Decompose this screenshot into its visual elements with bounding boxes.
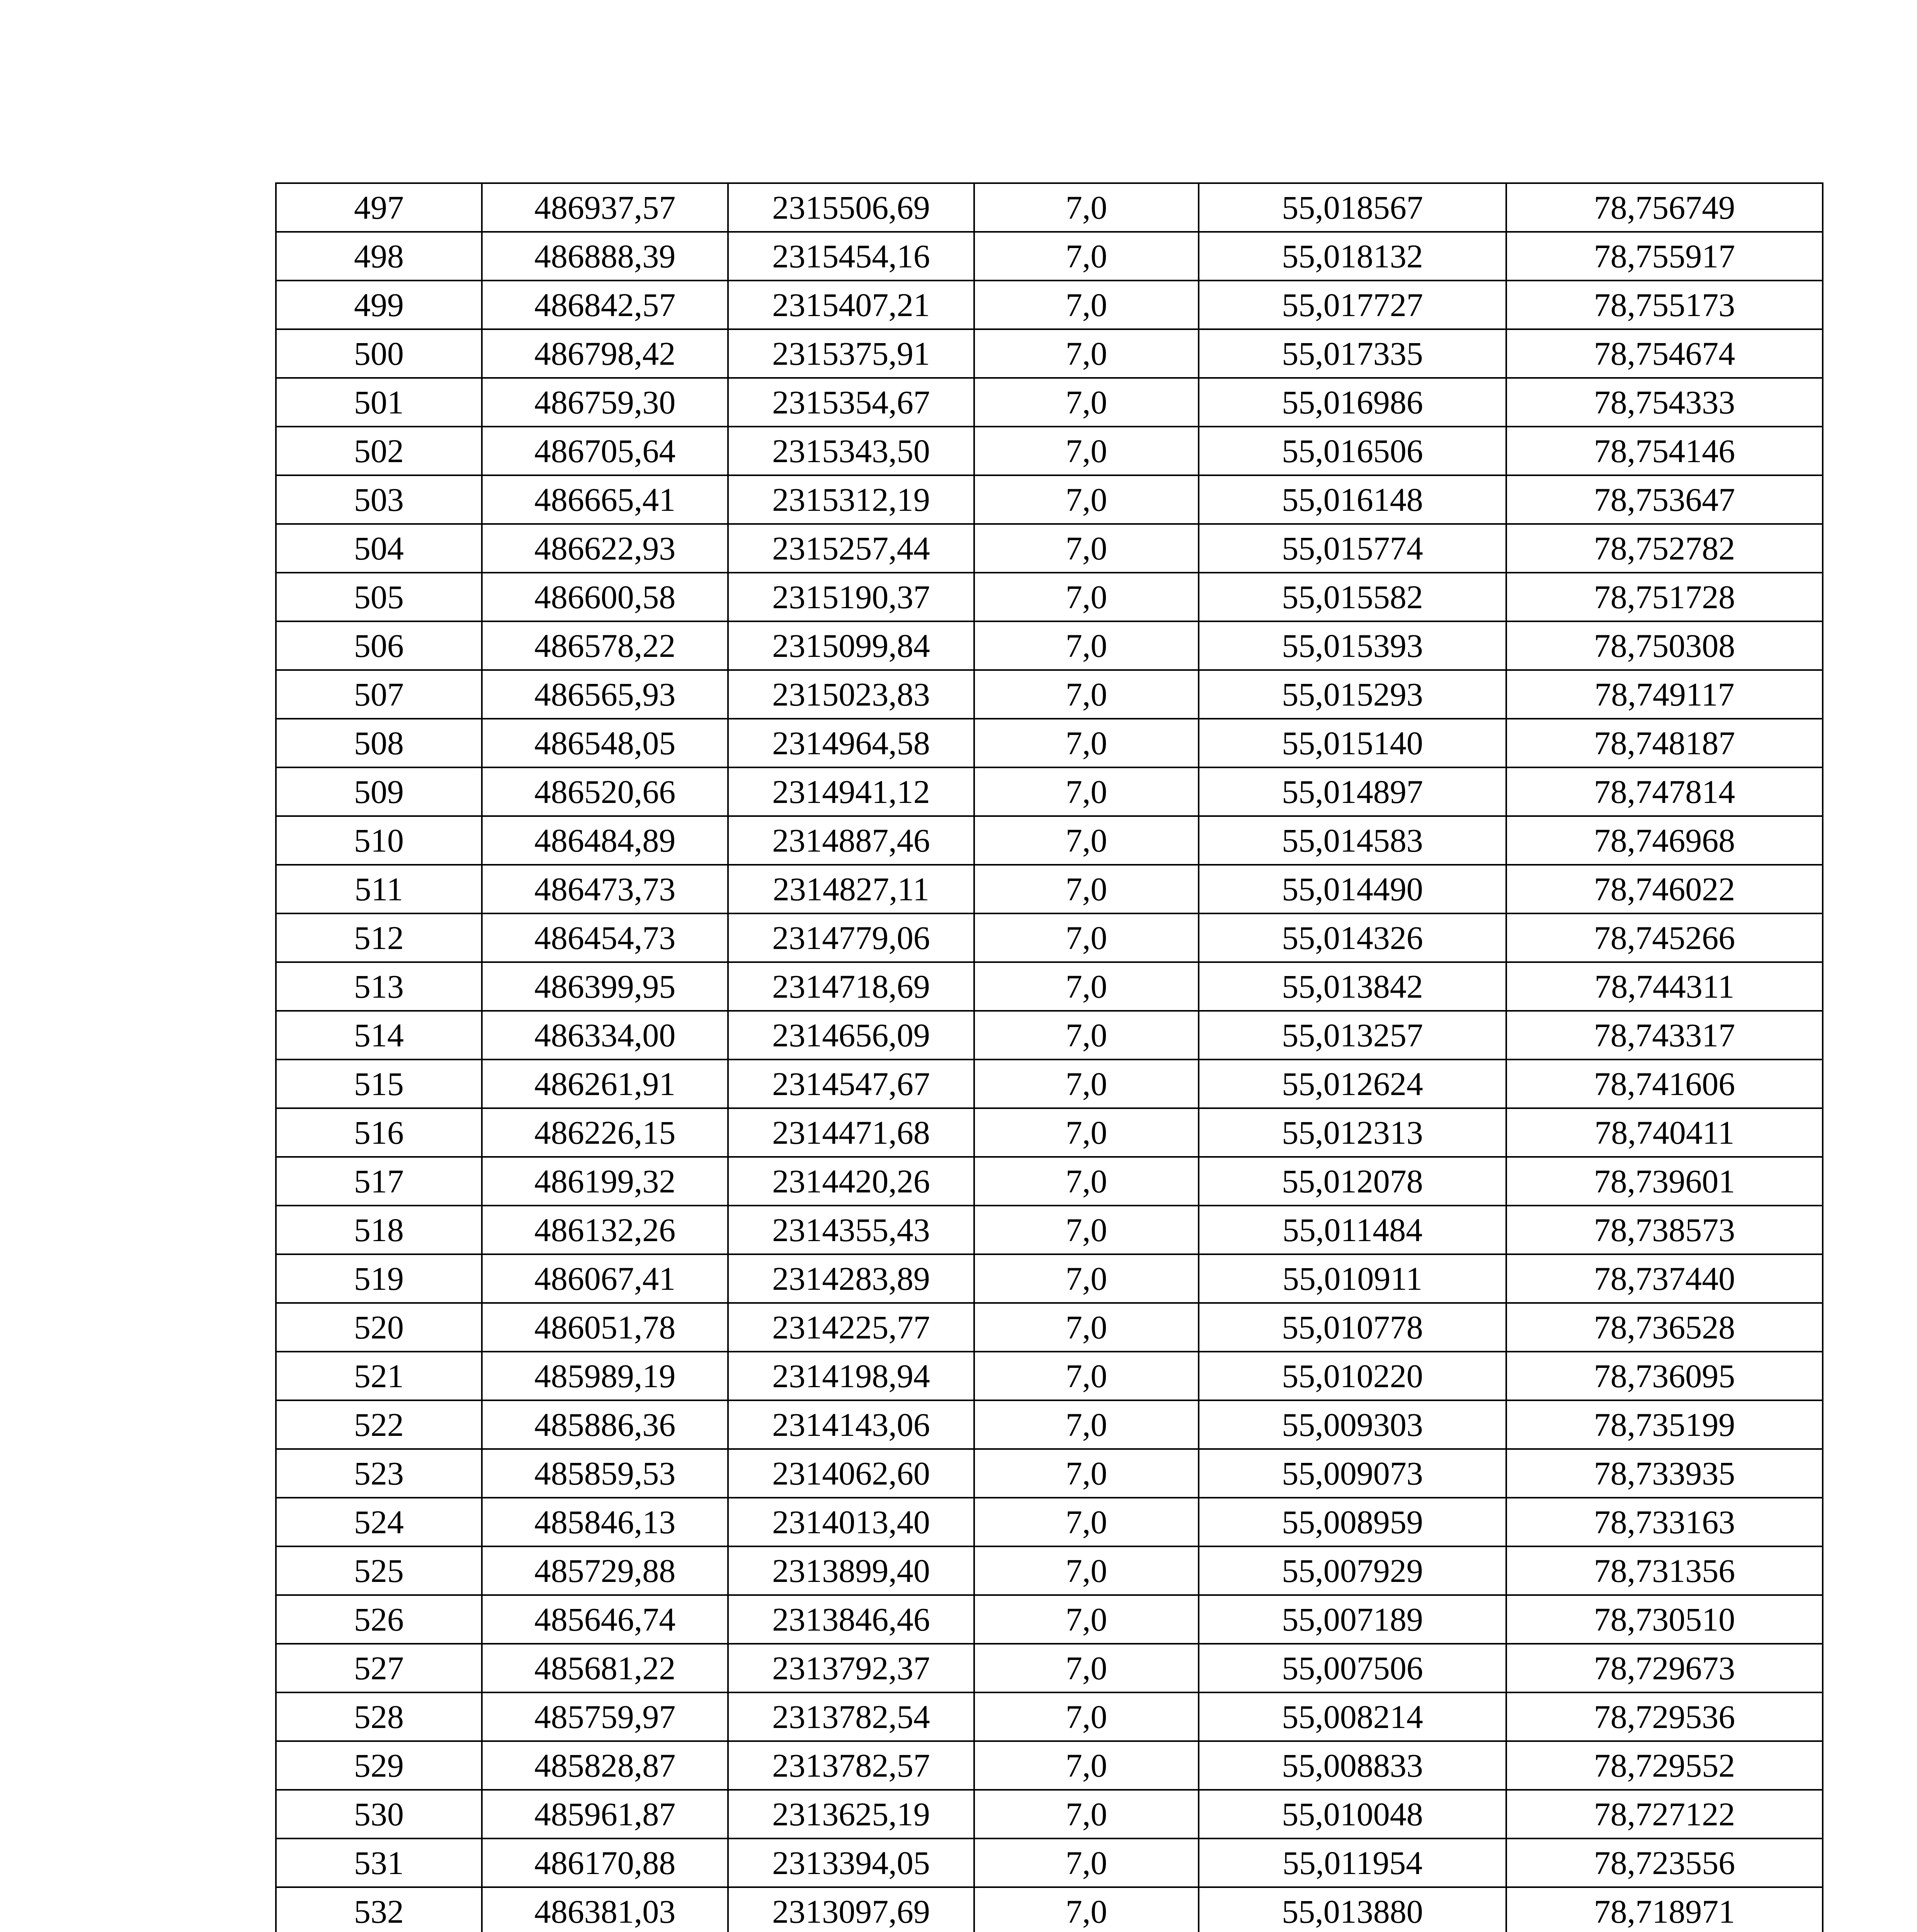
y-coordinate-cell: 2313782,57: [728, 1741, 974, 1790]
x-coordinate-cell: 486334,00: [482, 1011, 728, 1060]
point-number-cell: 502: [276, 427, 482, 475]
point-number-cell: 516: [276, 1108, 482, 1157]
point-number-cell: 513: [276, 962, 482, 1011]
table-row: [276, 1011, 1823, 1060]
longitude-cell: 78,729673: [1506, 1644, 1823, 1692]
accuracy-cell: 7,0: [974, 1692, 1199, 1741]
point-number-cell: 531: [276, 1838, 482, 1887]
x-coordinate-cell: 486759,30: [482, 378, 728, 427]
x-coordinate-cell: 486798,42: [482, 329, 728, 378]
table-row: [276, 427, 1823, 475]
y-coordinate-cell: 2313782,54: [728, 1692, 974, 1741]
latitude-cell: 55,007929: [1199, 1546, 1506, 1595]
coordinates-table-body: [276, 183, 1823, 1932]
latitude-cell: 55,012078: [1199, 1157, 1506, 1206]
x-coordinate-cell: 486622,93: [482, 524, 728, 573]
longitude-cell: 78,751728: [1506, 573, 1823, 621]
point-number-cell: 509: [276, 767, 482, 816]
point-number-cell: 506: [276, 621, 482, 670]
x-coordinate-cell: 486051,78: [482, 1303, 728, 1352]
longitude-cell: 78,754674: [1506, 329, 1823, 378]
longitude-cell: 78,746022: [1506, 865, 1823, 913]
table-row: [276, 232, 1823, 281]
x-coordinate-cell: 485846,13: [482, 1498, 728, 1546]
y-coordinate-cell: 2314964,58: [728, 719, 974, 767]
x-coordinate-cell: 486132,26: [482, 1206, 728, 1254]
longitude-cell: 78,737440: [1506, 1254, 1823, 1303]
accuracy-cell: 7,0: [974, 670, 1199, 719]
x-coordinate-cell: 485759,97: [482, 1692, 728, 1741]
table-row: [276, 281, 1823, 329]
table-row: [276, 183, 1823, 232]
longitude-cell: 78,729536: [1506, 1692, 1823, 1741]
latitude-cell: 55,010048: [1199, 1790, 1506, 1838]
accuracy-cell: 7,0: [974, 1790, 1199, 1838]
point-number-cell: 515: [276, 1060, 482, 1108]
y-coordinate-cell: 2314656,09: [728, 1011, 974, 1060]
latitude-cell: 55,011484: [1199, 1206, 1506, 1254]
longitude-cell: 78,741606: [1506, 1060, 1823, 1108]
point-number-cell: 497: [276, 183, 482, 232]
latitude-cell: 55,014583: [1199, 816, 1506, 865]
point-number-cell: 526: [276, 1595, 482, 1644]
table-row: [276, 524, 1823, 573]
coordinates-table: [275, 182, 1823, 1932]
latitude-cell: 55,007189: [1199, 1595, 1506, 1644]
accuracy-cell: 7,0: [974, 427, 1199, 475]
latitude-cell: 55,011954: [1199, 1838, 1506, 1887]
longitude-cell: 78,733935: [1506, 1449, 1823, 1498]
latitude-cell: 55,015293: [1199, 670, 1506, 719]
x-coordinate-cell: 486705,64: [482, 427, 728, 475]
table-row: [276, 378, 1823, 427]
table-row: [276, 1206, 1823, 1254]
accuracy-cell: 7,0: [974, 913, 1199, 962]
y-coordinate-cell: 2313846,46: [728, 1595, 974, 1644]
longitude-cell: 78,735199: [1506, 1400, 1823, 1449]
point-number-cell: 508: [276, 719, 482, 767]
x-coordinate-cell: 485729,88: [482, 1546, 728, 1595]
x-coordinate-cell: 486888,39: [482, 232, 728, 281]
table-row: [276, 475, 1823, 524]
x-coordinate-cell: 485961,87: [482, 1790, 728, 1838]
latitude-cell: 55,013257: [1199, 1011, 1506, 1060]
point-number-cell: 527: [276, 1644, 482, 1692]
latitude-cell: 55,007506: [1199, 1644, 1506, 1692]
longitude-cell: 78,727122: [1506, 1790, 1823, 1838]
y-coordinate-cell: 2314471,68: [728, 1108, 974, 1157]
longitude-cell: 78,755917: [1506, 232, 1823, 281]
point-number-cell: 514: [276, 1011, 482, 1060]
table-row: [276, 1692, 1823, 1741]
point-number-cell: 528: [276, 1692, 482, 1741]
longitude-cell: 78,754333: [1506, 378, 1823, 427]
x-coordinate-cell: 485989,19: [482, 1352, 728, 1400]
longitude-cell: 78,752782: [1506, 524, 1823, 573]
y-coordinate-cell: 2313899,40: [728, 1546, 974, 1595]
accuracy-cell: 7,0: [974, 475, 1199, 524]
table-row: [276, 1498, 1823, 1546]
y-coordinate-cell: 2313792,37: [728, 1644, 974, 1692]
x-coordinate-cell: 486665,41: [482, 475, 728, 524]
accuracy-cell: 7,0: [974, 719, 1199, 767]
latitude-cell: 55,015582: [1199, 573, 1506, 621]
point-number-cell: 498: [276, 232, 482, 281]
accuracy-cell: 7,0: [974, 1352, 1199, 1400]
point-number-cell: 503: [276, 475, 482, 524]
x-coordinate-cell: 486565,93: [482, 670, 728, 719]
latitude-cell: 55,014897: [1199, 767, 1506, 816]
latitude-cell: 55,016148: [1199, 475, 1506, 524]
latitude-cell: 55,008833: [1199, 1741, 1506, 1790]
longitude-cell: 78,754146: [1506, 427, 1823, 475]
latitude-cell: 55,015393: [1199, 621, 1506, 670]
point-number-cell: 525: [276, 1546, 482, 1595]
accuracy-cell: 7,0: [974, 1303, 1199, 1352]
accuracy-cell: 7,0: [974, 1449, 1199, 1498]
table-row: [276, 1838, 1823, 1887]
latitude-cell: 55,018132: [1199, 232, 1506, 281]
point-number-cell: 518: [276, 1206, 482, 1254]
y-coordinate-cell: 2314198,94: [728, 1352, 974, 1400]
accuracy-cell: 7,0: [974, 865, 1199, 913]
longitude-cell: 78,718971: [1506, 1887, 1823, 1932]
longitude-cell: 78,749117: [1506, 670, 1823, 719]
x-coordinate-cell: 486261,91: [482, 1060, 728, 1108]
longitude-cell: 78,729552: [1506, 1741, 1823, 1790]
y-coordinate-cell: 2315190,37: [728, 573, 974, 621]
point-number-cell: 521: [276, 1352, 482, 1400]
table-row: [276, 1887, 1823, 1932]
point-number-cell: 529: [276, 1741, 482, 1790]
x-coordinate-cell: 486484,89: [482, 816, 728, 865]
y-coordinate-cell: 2314143,06: [728, 1400, 974, 1449]
point-number-cell: 501: [276, 378, 482, 427]
x-coordinate-cell: 485681,22: [482, 1644, 728, 1692]
x-coordinate-cell: 485828,87: [482, 1741, 728, 1790]
table-row: [276, 816, 1823, 865]
table-row: [276, 1108, 1823, 1157]
y-coordinate-cell: 2313097,69: [728, 1887, 974, 1932]
latitude-cell: 55,018567: [1199, 183, 1506, 232]
accuracy-cell: 7,0: [974, 573, 1199, 621]
accuracy-cell: 7,0: [974, 1887, 1199, 1932]
y-coordinate-cell: 2314887,46: [728, 816, 974, 865]
accuracy-cell: 7,0: [974, 232, 1199, 281]
table-row: [276, 1449, 1823, 1498]
y-coordinate-cell: 2315099,84: [728, 621, 974, 670]
accuracy-cell: 7,0: [974, 1741, 1199, 1790]
x-coordinate-cell: 486842,57: [482, 281, 728, 329]
point-number-cell: 517: [276, 1157, 482, 1206]
longitude-cell: 78,747814: [1506, 767, 1823, 816]
x-coordinate-cell: 485859,53: [482, 1449, 728, 1498]
y-coordinate-cell: 2314013,40: [728, 1498, 974, 1546]
y-coordinate-cell: 2315354,67: [728, 378, 974, 427]
y-coordinate-cell: 2314941,12: [728, 767, 974, 816]
table-row: [276, 1060, 1823, 1108]
latitude-cell: 55,010778: [1199, 1303, 1506, 1352]
y-coordinate-cell: 2314420,26: [728, 1157, 974, 1206]
x-coordinate-cell: 486578,22: [482, 621, 728, 670]
latitude-cell: 55,009073: [1199, 1449, 1506, 1498]
y-coordinate-cell: 2315407,21: [728, 281, 974, 329]
longitude-cell: 78,748187: [1506, 719, 1823, 767]
accuracy-cell: 7,0: [974, 1060, 1199, 1108]
x-coordinate-cell: 486399,95: [482, 962, 728, 1011]
latitude-cell: 55,013842: [1199, 962, 1506, 1011]
accuracy-cell: 7,0: [974, 183, 1199, 232]
accuracy-cell: 7,0: [974, 524, 1199, 573]
x-coordinate-cell: 486067,41: [482, 1254, 728, 1303]
longitude-cell: 78,756749: [1506, 183, 1823, 232]
longitude-cell: 78,753647: [1506, 475, 1823, 524]
longitude-cell: 78,731356: [1506, 1546, 1823, 1595]
point-number-cell: 500: [276, 329, 482, 378]
table-row: [276, 962, 1823, 1011]
x-coordinate-cell: 486548,05: [482, 719, 728, 767]
x-coordinate-cell: 486600,58: [482, 573, 728, 621]
latitude-cell: 55,012313: [1199, 1108, 1506, 1157]
latitude-cell: 55,017727: [1199, 281, 1506, 329]
latitude-cell: 55,010911: [1199, 1254, 1506, 1303]
longitude-cell: 78,736528: [1506, 1303, 1823, 1352]
point-number-cell: 504: [276, 524, 482, 573]
accuracy-cell: 7,0: [974, 378, 1199, 427]
point-number-cell: 532: [276, 1887, 482, 1932]
point-number-cell: 505: [276, 573, 482, 621]
latitude-cell: 55,017335: [1199, 329, 1506, 378]
latitude-cell: 55,008959: [1199, 1498, 1506, 1546]
point-number-cell: 523: [276, 1449, 482, 1498]
point-number-cell: 524: [276, 1498, 482, 1546]
table-row: [276, 719, 1823, 767]
table-row: [276, 1254, 1823, 1303]
y-coordinate-cell: 2314355,43: [728, 1206, 974, 1254]
longitude-cell: 78,730510: [1506, 1595, 1823, 1644]
accuracy-cell: 7,0: [974, 767, 1199, 816]
table-row: [276, 573, 1823, 621]
y-coordinate-cell: 2314718,69: [728, 962, 974, 1011]
point-number-cell: 519: [276, 1254, 482, 1303]
longitude-cell: 78,755173: [1506, 281, 1823, 329]
x-coordinate-cell: 486937,57: [482, 183, 728, 232]
point-number-cell: 512: [276, 913, 482, 962]
point-number-cell: 520: [276, 1303, 482, 1352]
x-coordinate-cell: 486473,73: [482, 865, 728, 913]
x-coordinate-cell: 486520,66: [482, 767, 728, 816]
point-number-cell: 511: [276, 865, 482, 913]
table-row: [276, 1741, 1823, 1790]
x-coordinate-cell: 486454,73: [482, 913, 728, 962]
y-coordinate-cell: 2315454,16: [728, 232, 974, 281]
longitude-cell: 78,743317: [1506, 1011, 1823, 1060]
table-row: [276, 329, 1823, 378]
longitude-cell: 78,750308: [1506, 621, 1823, 670]
y-coordinate-cell: 2314547,67: [728, 1060, 974, 1108]
table-row: [276, 621, 1823, 670]
latitude-cell: 55,015140: [1199, 719, 1506, 767]
point-number-cell: 507: [276, 670, 482, 719]
accuracy-cell: 7,0: [974, 1400, 1199, 1449]
accuracy-cell: 7,0: [974, 329, 1199, 378]
y-coordinate-cell: 2315312,19: [728, 475, 974, 524]
table-row: [276, 767, 1823, 816]
latitude-cell: 55,008214: [1199, 1692, 1506, 1741]
y-coordinate-cell: 2314827,11: [728, 865, 974, 913]
accuracy-cell: 7,0: [974, 1108, 1199, 1157]
latitude-cell: 55,014490: [1199, 865, 1506, 913]
table-row: [276, 1157, 1823, 1206]
accuracy-cell: 7,0: [974, 816, 1199, 865]
point-number-cell: 499: [276, 281, 482, 329]
latitude-cell: 55,012624: [1199, 1060, 1506, 1108]
accuracy-cell: 7,0: [974, 281, 1199, 329]
x-coordinate-cell: 485646,74: [482, 1595, 728, 1644]
y-coordinate-cell: 2315506,69: [728, 183, 974, 232]
y-coordinate-cell: 2315023,83: [728, 670, 974, 719]
accuracy-cell: 7,0: [974, 1011, 1199, 1060]
longitude-cell: 78,736095: [1506, 1352, 1823, 1400]
latitude-cell: 55,010220: [1199, 1352, 1506, 1400]
accuracy-cell: 7,0: [974, 1157, 1199, 1206]
table-row: [276, 1400, 1823, 1449]
y-coordinate-cell: 2314283,89: [728, 1254, 974, 1303]
y-coordinate-cell: 2314779,06: [728, 913, 974, 962]
longitude-cell: 78,740411: [1506, 1108, 1823, 1157]
table-row: [276, 670, 1823, 719]
table-row: [276, 1644, 1823, 1692]
x-coordinate-cell: 486170,88: [482, 1838, 728, 1887]
latitude-cell: 55,009303: [1199, 1400, 1506, 1449]
y-coordinate-cell: 2314225,77: [728, 1303, 974, 1352]
y-coordinate-cell: 2315375,91: [728, 329, 974, 378]
x-coordinate-cell: 486226,15: [482, 1108, 728, 1157]
latitude-cell: 55,015774: [1199, 524, 1506, 573]
accuracy-cell: 7,0: [974, 1546, 1199, 1595]
latitude-cell: 55,016506: [1199, 427, 1506, 475]
accuracy-cell: 7,0: [974, 1254, 1199, 1303]
accuracy-cell: 7,0: [974, 962, 1199, 1011]
accuracy-cell: 7,0: [974, 1206, 1199, 1254]
y-coordinate-cell: 2313394,05: [728, 1838, 974, 1887]
latitude-cell: 55,013880: [1199, 1887, 1506, 1932]
longitude-cell: 78,739601: [1506, 1157, 1823, 1206]
table-row: [276, 913, 1823, 962]
accuracy-cell: 7,0: [974, 1644, 1199, 1692]
y-coordinate-cell: 2314062,60: [728, 1449, 974, 1498]
x-coordinate-cell: 485886,36: [482, 1400, 728, 1449]
table-row: [276, 865, 1823, 913]
accuracy-cell: 7,0: [974, 1498, 1199, 1546]
latitude-cell: 55,014326: [1199, 913, 1506, 962]
table-row: [276, 1352, 1823, 1400]
longitude-cell: 78,746968: [1506, 816, 1823, 865]
y-coordinate-cell: 2315343,50: [728, 427, 974, 475]
latitude-cell: 55,016986: [1199, 378, 1506, 427]
accuracy-cell: 7,0: [974, 1838, 1199, 1887]
longitude-cell: 78,744311: [1506, 962, 1823, 1011]
table-row: [276, 1546, 1823, 1595]
longitude-cell: 78,745266: [1506, 913, 1823, 962]
point-number-cell: 522: [276, 1400, 482, 1449]
table-row: [276, 1790, 1823, 1838]
x-coordinate-cell: 486381,03: [482, 1887, 728, 1932]
point-number-cell: 510: [276, 816, 482, 865]
accuracy-cell: 7,0: [974, 1595, 1199, 1644]
longitude-cell: 78,723556: [1506, 1838, 1823, 1887]
point-number-cell: 530: [276, 1790, 482, 1838]
x-coordinate-cell: 486199,32: [482, 1157, 728, 1206]
y-coordinate-cell: 2313625,19: [728, 1790, 974, 1838]
y-coordinate-cell: 2315257,44: [728, 524, 974, 573]
accuracy-cell: 7,0: [974, 621, 1199, 670]
longitude-cell: 78,738573: [1506, 1206, 1823, 1254]
longitude-cell: 78,733163: [1506, 1498, 1823, 1546]
table-row: [276, 1303, 1823, 1352]
table-row: [276, 1595, 1823, 1644]
